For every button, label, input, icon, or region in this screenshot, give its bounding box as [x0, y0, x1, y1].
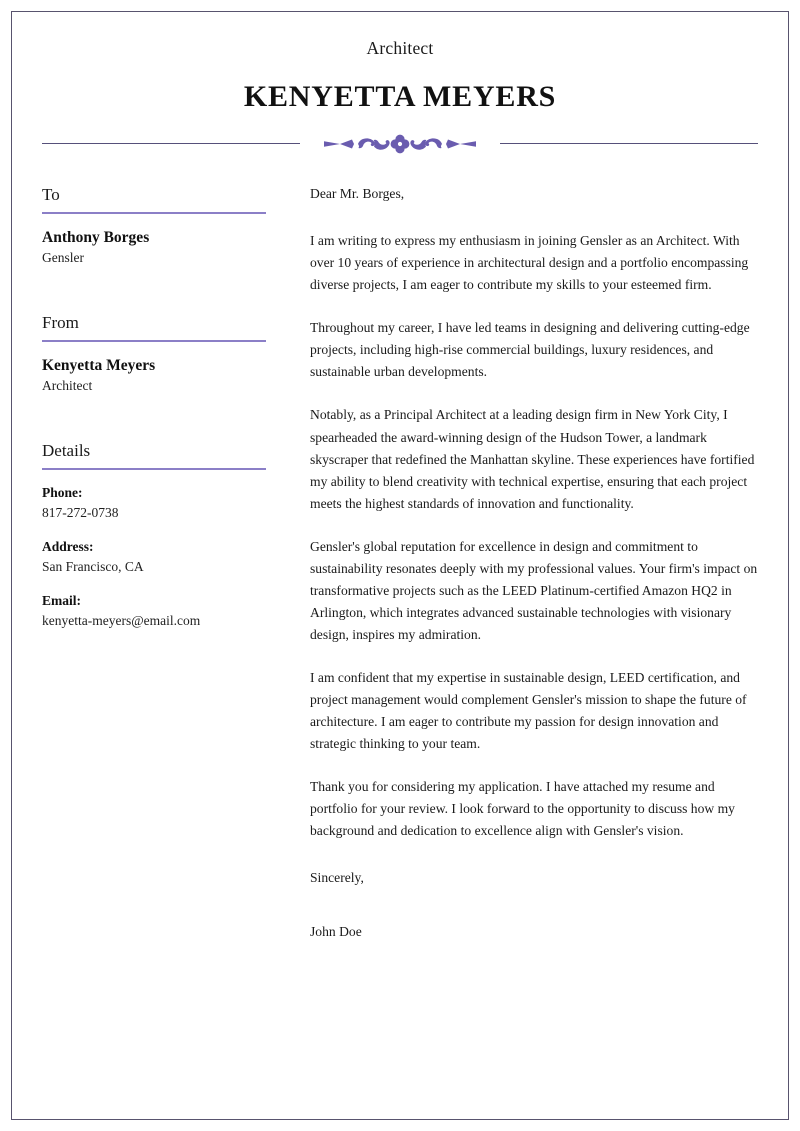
sidebar-section-details: [42, 440, 270, 631]
letter-closing: Sincerely,: [310, 869, 364, 885]
sidebar-heading-details: Details: [42, 440, 91, 460]
letter-signature: John Doe: [310, 924, 362, 940]
letter-paragraph: Notably, as a Principal Architect at a leading design firm in New York City, I spearheaded the award-winning design of the Hudson Tower, a landmark skyscraper that redefined the Manhattan skyline. These experiences have fortified my ability to blend creativity with technical expertise, ensuring that each project meets the highest standards of innovation and functionality.: [310, 407, 755, 511]
detail-value-phone[interactable]: 817-272-0738: [42, 504, 119, 520]
sidebar-section-to: [42, 184, 270, 268]
sidebar-rule-from: [42, 340, 266, 342]
letter-content: [310, 184, 762, 943]
recipient-name: Anthony Borges: [42, 228, 150, 246]
letter-body-columns: [0, 184, 800, 943]
role-title: Architect: [366, 38, 434, 58]
letter-paragraph: I am confident that my expertise in sustainable design, LEED certification, and project management would complement Gensler's mission to shape the future of architecture. I am eager to contribute my passion for design innovation and strategic thinking to your team.: [310, 669, 747, 751]
letter-paragraph: Thank you for considering my application. I have attached my resume and portfolio for your review. I look forward to the opportunity to discuss how my background and dedication to excellence align with Gensler's vision.: [310, 778, 735, 838]
letter-paragraph: Gensler's global reputation for excellence in design and commitment to sustainability resonates deeply with my professional values. Your firm's impact on transformative projects such as the LEED Platinum-certified Amazon HQ2 in Arlington, which integrates advanced sustainable technologies with visionary design, inspires my admiration.: [310, 538, 758, 642]
applicant-name-title: KENYETTA MEYERS: [243, 80, 557, 113]
detail-label-email: Email:: [42, 592, 81, 608]
sender-title: Architect: [42, 377, 93, 393]
sidebar-heading-from: From: [42, 312, 79, 332]
letter-paragraph: Throughout my career, I have led teams in designing and delivering cutting-edge projects, including high-rise commercial buildings, luxury residences, and sustainable urban developments.: [310, 320, 750, 380]
header-divider: [0, 132, 800, 156]
letter-sidebar: [42, 184, 270, 646]
detail-item-email: [42, 592, 270, 631]
sidebar-rule-details: [42, 468, 266, 470]
letter-paragraph: I am writing to express my enthusiasm in joining Gensler as an Architect. With over 10 years of experience in architectural design and a portfolio encompassing diverse projects, I am eager to contribute my skills to your esteemed firm.: [310, 233, 749, 293]
detail-value-email[interactable]: kenyetta-meyers@email.com: [42, 613, 201, 629]
detail-label-address: Address:: [42, 538, 94, 554]
letter-header: [0, 0, 800, 115]
sidebar-rule-to: [42, 212, 266, 214]
sidebar-section-from: [42, 312, 270, 396]
letter-salutation: Dear Mr. Borges,: [310, 186, 405, 201]
detail-item-phone: [42, 484, 270, 523]
sidebar-heading-to: To: [42, 185, 60, 204]
sender-name: Kenyetta Meyers: [42, 356, 156, 374]
recipient-company: Gensler: [42, 249, 84, 265]
detail-label-phone: Phone:: [42, 484, 83, 500]
floral-flourish-ornament-icon: [300, 132, 500, 156]
detail-value-address: San Francisco, CA: [42, 558, 144, 574]
detail-item-address: [42, 538, 270, 577]
